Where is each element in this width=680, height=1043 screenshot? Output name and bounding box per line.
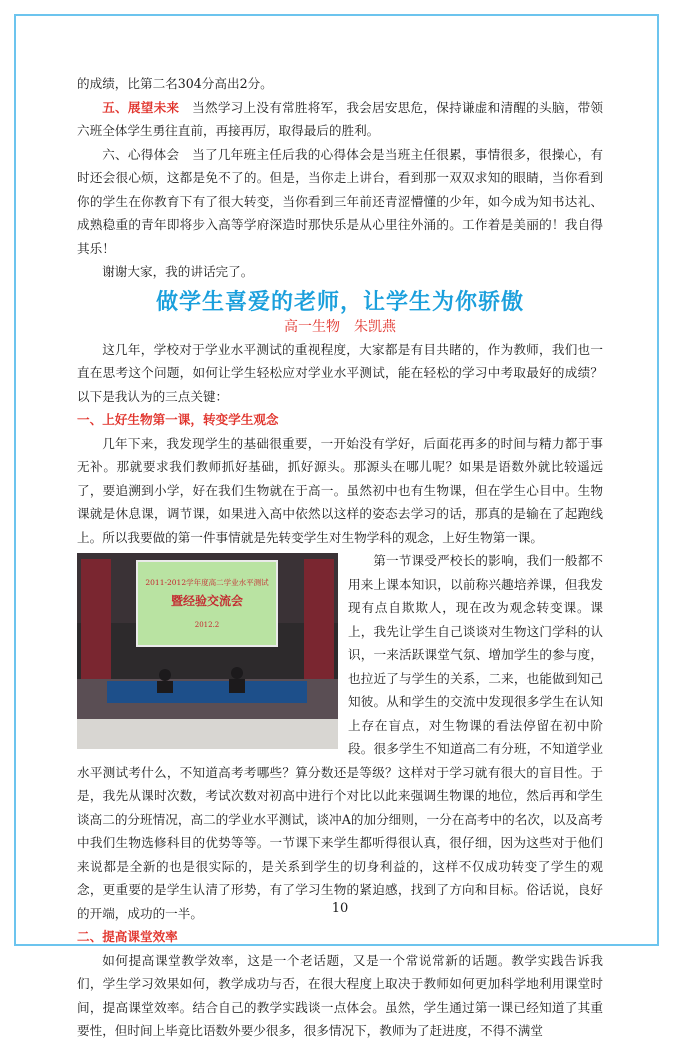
intro-line: 的成绩，比第二名304分高出2分。 [77,76,273,91]
photo-wrap-block [77,549,603,925]
section-5-heading: 五、展望未来 [102,99,180,115]
paragraph-2: 第一节课受严校长的影响，我们一般都不用来上课本知识，以前称兴趣培养课，但我发现有点自欺欺人，现在改为观念转变课。课上，我先让学生自己谈谈对生物这门学科的认识，一来活跃课堂气氛、增加学生的参与度，也拉近了与学生的关系，二来，也能做到知己知彼。从和学生的交流中发现很多学生在认知上存在盲点，对生物课的看法停留在初中阶段。很多学生不知道高二有分班，不知道学业水平测试考什么，不知道高考考哪些？算分数还是等级？这样对于学习就有很大的盲目性。于是，我先从课时次数，考试次数对初高中进行个对比以此来强调生物课的地位，然后再和学生谈高二的分班情况，高二的学业水平测试，谈冲A的加分细则，一分在高考中的名次，以及高考中我们生物选修科目的优势等等。一节课下来学生都听得很认真，很仔细，因为这些对于他们来说都是全新的也是很实际的，是关系到学生的切身利益的，这样不仅成功转变了学生的观念，更重要的是学生认清了形势，有了学习生物的紧迫感，找到了方向和目标。俗话说，良好的开端，成功的一半。 [77,553,603,921]
thanks-line: 谢谢大家，我的讲话完了。 [102,264,254,279]
paragraph-1: 几年下来，我发现学生的基础很重要，一开始没有学好，后面花再多的时间与精力都于事无补。那就要求我们教师抓好基础，抓好源头。那源头在哪儿呢？如果是语数外就比较遥远了，要追溯到小学，好在我们生物就在于高一。虽然初中也有生物课，但在学生心目中。生物课就是休息课，调节课，如果进入高中依然以这样的姿态去学习的话，那真的是输在了起跑线上。所以我要做的第一件事情就是先转变学生对生物学科的观念，上好生物第一课。 [77,435,603,545]
article-title: 做学生喜爱的老师，让学生为你骄傲 [155,288,524,315]
page-number: 10 [331,901,349,916]
screen-line-1: 2011-2012学年度高二学业水平测试 [145,578,269,587]
screen-line-2: 暨经验交流会 [170,594,244,608]
heading-1: 一、上好生物第一课，转变学生观念 [77,412,279,427]
section-5 [77,96,603,143]
paragraph-3: 如何提高课堂教学效率，这是一个老话题，又是一个常说常新的话题。教学实践告诉我们，学生学习效果如何，教学成功与否，在很大程度上取决于教师如何更加科学地利用课堂时间，提高课堂效率。结合自己的教学实践谈一点体会。虽然，学生通过第一课已经知道了其重要性，但时间上毕竟比语数外要少很多，很多情况下，教师为了赶进度，不得不满堂 [77,952,603,1038]
meeting-photo [77,553,338,749]
screen-line-3: 2012.2 [194,621,220,629]
heading-2: 二、提高课堂效率 [77,929,178,944]
article-author: 高一生物 朱凯燕 [284,318,396,335]
top-section [77,72,603,1043]
article-intro: 这几年，学校对于学业水平测试的重视程度，大家都是有目共睹的，作为教师，我们也一直在思考这个问题，如何让学生轻松应对学业水平测试，能在轻松的学习中考取最好的成绩？以下是我认为的三点关键： [77,341,603,404]
section-6: 六、心得体会 当了几年班主任后我的心得体会是当班主任很累，事情很多，很操心，有时还会很心烦，这都是免不了的。但是，当你走上讲台，看到那一双双求知的眼睛，当你看到你的学生在你教育下有了很大转变，当你看到三年前还青涩懵懂的少年，如今成为知书达礼、成熟稳重的青年即将步入高等学府深造时那快乐是从心里往外涌的。工作着是美丽的！我自得其乐！ [77,146,603,256]
section-5-text: 当然学习上没有常胜将军，我会居安思危，保持谦虚和清醒的头脑，带领六班全体学生勇往直前，再接再厉，取得最后的胜利。 [77,99,604,138]
